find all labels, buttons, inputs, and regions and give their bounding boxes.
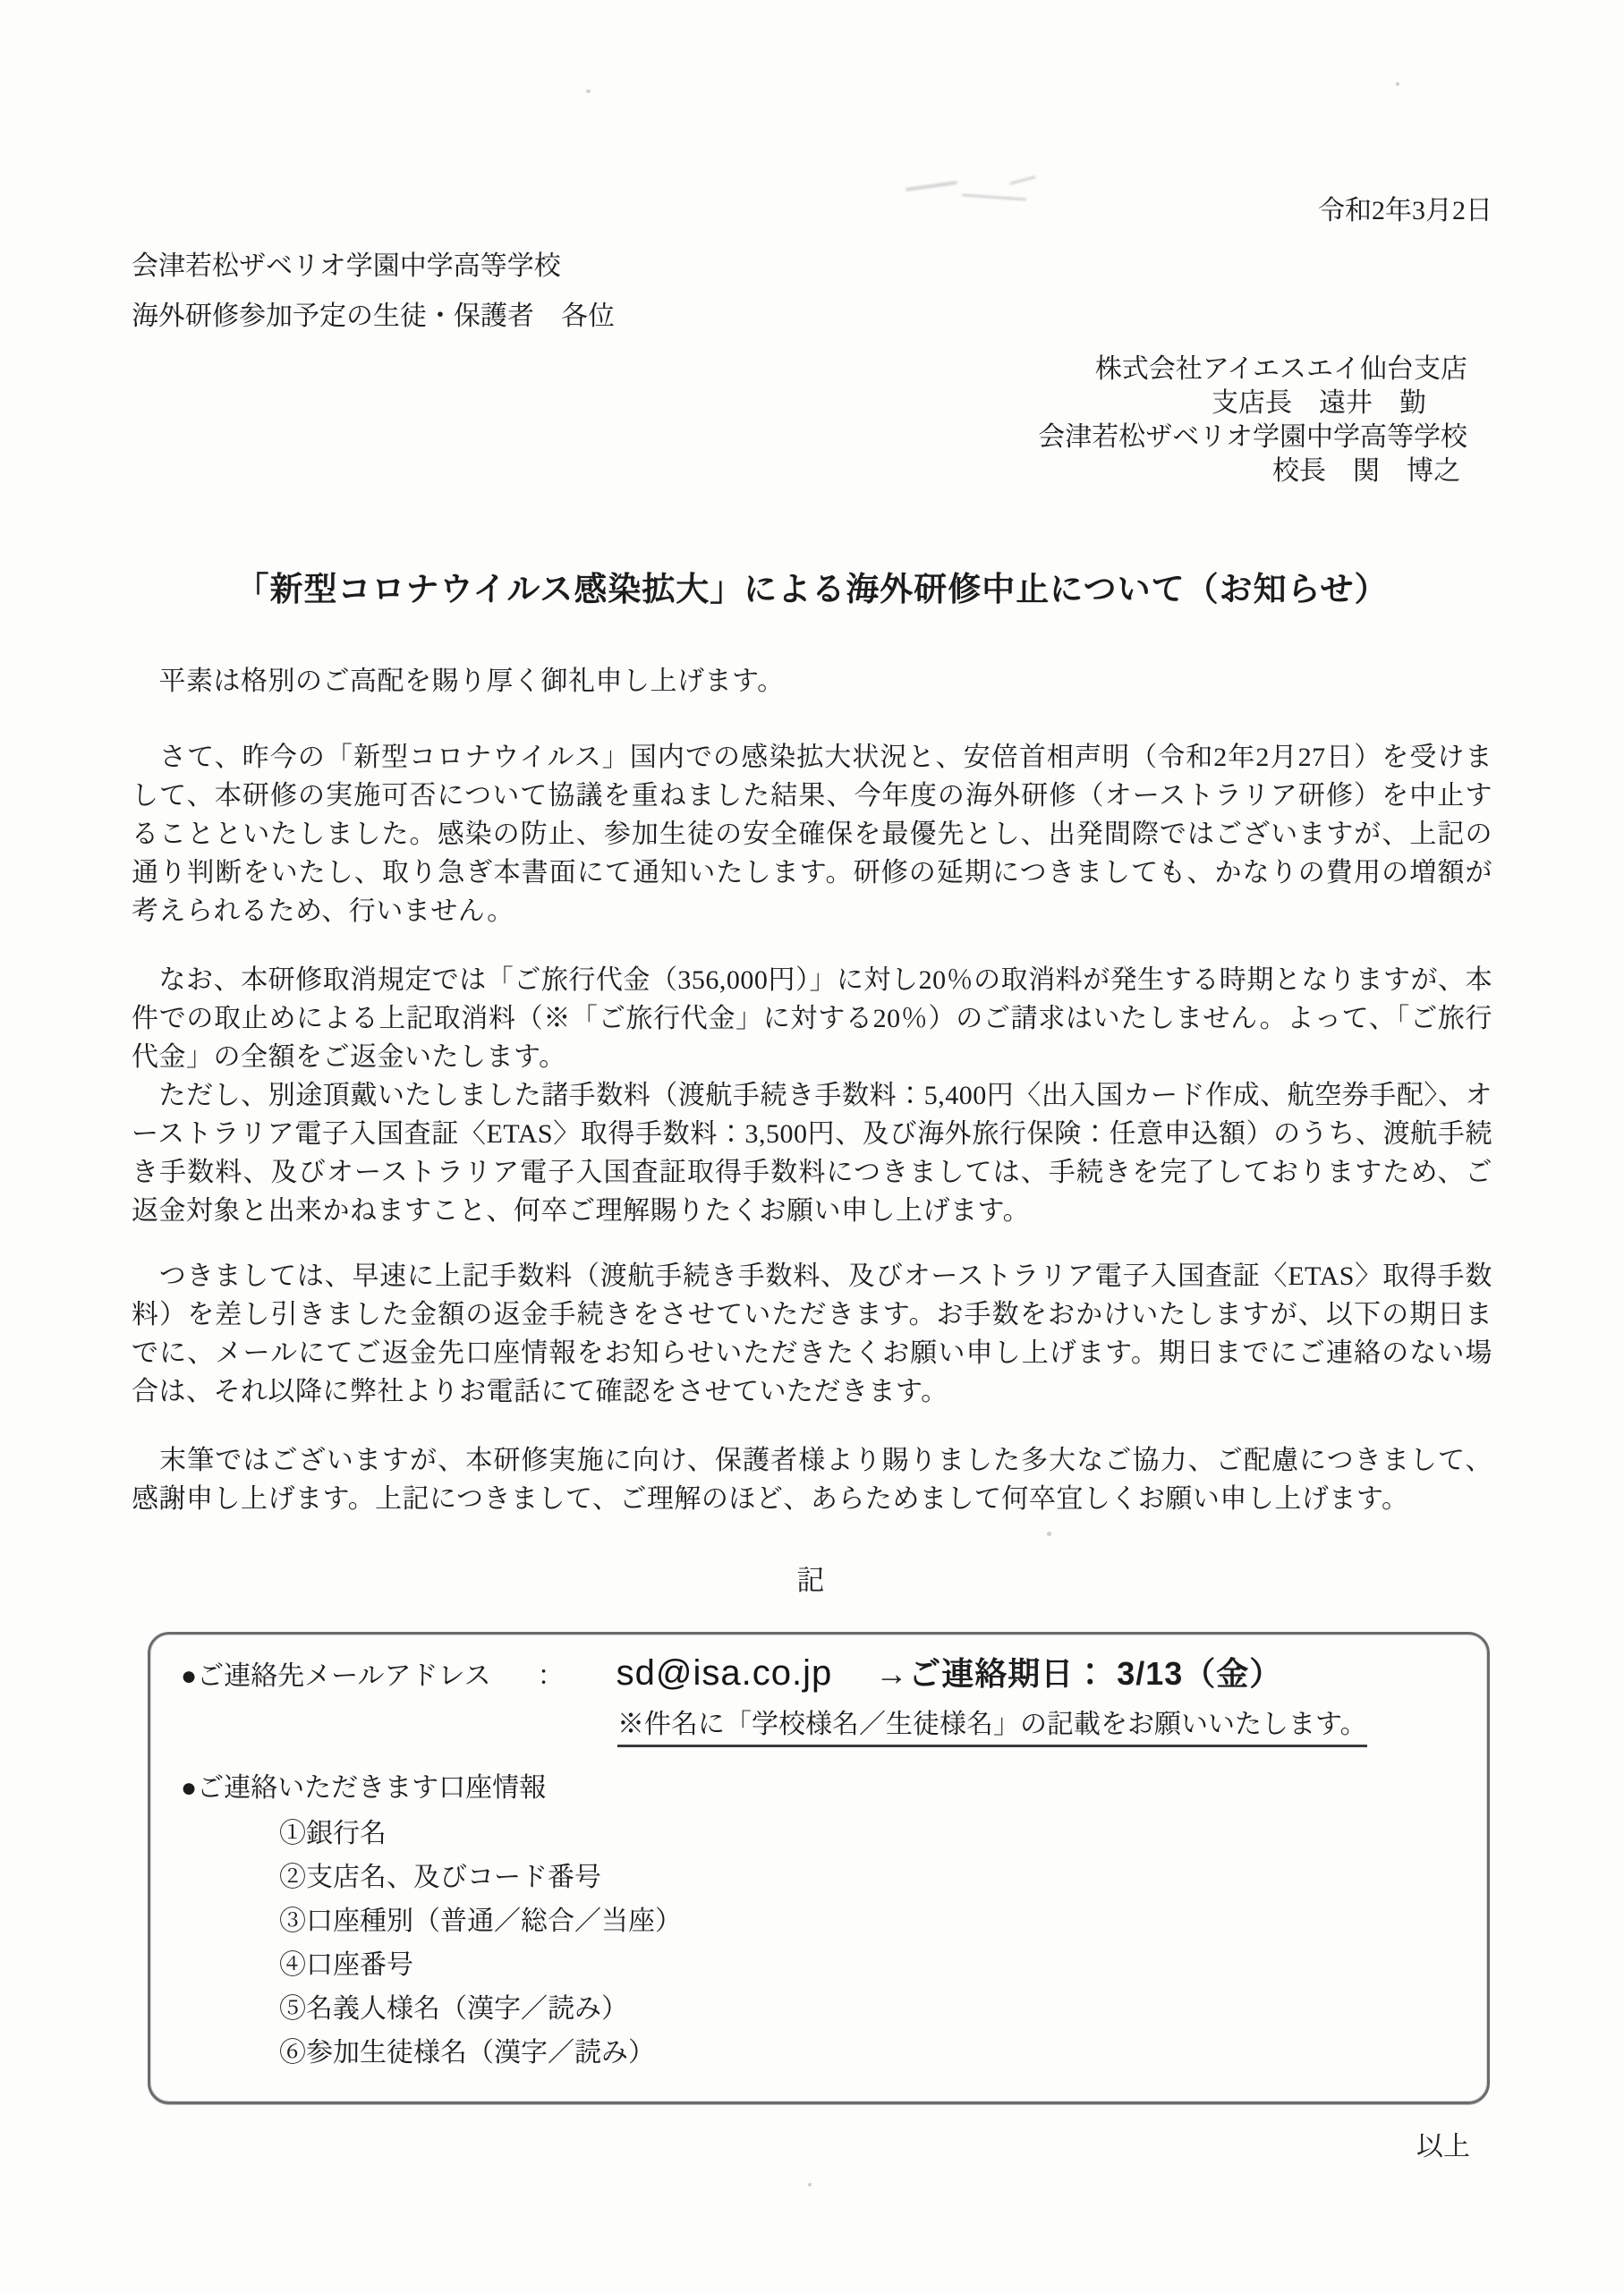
document-title: 「新型コロナウイルス感染拡大」による海外研修中止について（お知らせ） [235,572,1389,608]
scan-speck [586,89,591,93]
account-item-type: ③口座種別（普通／総合／当座） [279,1907,682,1936]
paragraph-refund-policy: なお、本研修取消規定では「ご旅行代金（356,000円）」に対し20％の取消料が発生する時期となりますが、本件での取止めによる上記取消料（※「ご旅行代金」に対する20％）のご請求はいたしません。よって、「ご旅行代金」の全額をご返金いたします。 [132,965,1492,1072]
sender-block [132,352,1492,488]
paragraph-fees-exception: ただし、別途頂戴いたしました諸手数料（渡航手続き手数料：5,400円〈出入国カード作成、航空券手配〉、オーストラリア電子入国査証〈ETAS〉取得手数料：3,500円、及び海外旅行保険：任意申込額）のうち、渡航手続き手数料、及びオーストラリア電子入国査証取得手数料につきましては、手続きを完了しておりますため、ご返金対象と出来かねますこと、何卒ご理解賜りたくお願い申し上げます。 [132,1081,1492,1226]
sender-branch-manager: 支店長 遠井 勤 [1212,388,1426,418]
contact-email-address: sd@isa.co.jp [616,1653,833,1693]
contact-email-label: ●ご連絡先メールアドレス [181,1661,491,1691]
paragraph-cancellation-decision: さて、昨今の「新型コロナウイルス」国内での感染拡大状況と、安倍首相声明（令和2年2月27日）を受けまして、本研修の実施可否について協議を重ねました結果、今年度の海外研修（オーストラリア研修）を中止することといたしました。感染の防止、参加生徒の安全確保を最優先とし、出発間際ではございますが、上記の通り判断をいたし、取り急ぎ本書面にて通知いたします。研修の延期につきましても、かなりの費用の増額が考えられるため、行いません。 [132,743,1492,926]
contact-deadline: →ご連絡期日： 3/13（金） [875,1655,1283,1692]
scan-speck [808,2183,812,2187]
account-item-bank-name: ①銀行名 [279,1819,387,1848]
closing-ijou: 以上 [1416,2132,1470,2161]
sender-company: 株式会社アイエスエイ仙台支店 [1094,354,1467,384]
sender-school: 会津若松ザベリオ学園中学高等学校 [1038,422,1467,452]
scan-speck [1047,1532,1051,1536]
addressee-block [132,242,1492,342]
subject-note-row [617,1702,1460,1747]
addressee-school: 会津若松ザベリオ学園中学高等学校 [132,251,561,281]
contact-email-row [181,1649,1460,1694]
paragraph-thanks: 末筆ではございますが、本研修実施に向け、保護者様より賜りました多大なご協力、ご配慮につきまして、感謝申し上げます。上記につきまして、ご理解のほど、あらためまして何卒宜しくお願い申し上げます。 [132,1446,1492,1514]
paragraph-refund-procedure: つきましては、早速に上記手数料（渡航手続き手数料、及びオーストラリア電子入国査証〈ETAS〉取得手数料）を差し引きました金額の返金手続きをさせていただきます。お手数をおかけいたしますが、以下の期日までに、メールにてご返金先口座情報をお知らせいただきたくお願い申し上げます。期日までにご連絡のない場合は、それ以降に弊社よりお電話にて確認をさせていただきます。 [132,1261,1492,1406]
contact-colon: ： [537,1661,565,1691]
scan-speck [1396,82,1399,86]
letter-date: 令和2年3月2日 [1318,196,1492,225]
account-items-list [279,1812,1460,2075]
account-item-holder-name: ⑤名義人様名（漢字／読み） [279,1994,628,2024]
sender-principal: 校長 関 博之 [1272,456,1460,486]
addressee-recipients: 海外研修参加予定の生徒・保護者 各位 [132,301,615,331]
paragraph-greeting: 平素は格別のご高配を賜り厚く御礼申し上げます。 [132,667,785,696]
account-item-branch: ②支店名、及びコード番号 [279,1863,601,1892]
account-info-label: ●ご連絡いただきます口座情報 [181,1773,547,1803]
account-item-number: ④口座番号 [279,1950,413,1980]
contact-info-box [148,1632,1490,2104]
notice-marker: 記 [796,1565,828,1596]
account-item-student-name: ⑥参加生徒様名（漢字／読み） [279,2038,655,2068]
subject-note: ※件名に「学校様名／生徒様名」の記載をお願いいたします。 [617,1702,1367,1747]
